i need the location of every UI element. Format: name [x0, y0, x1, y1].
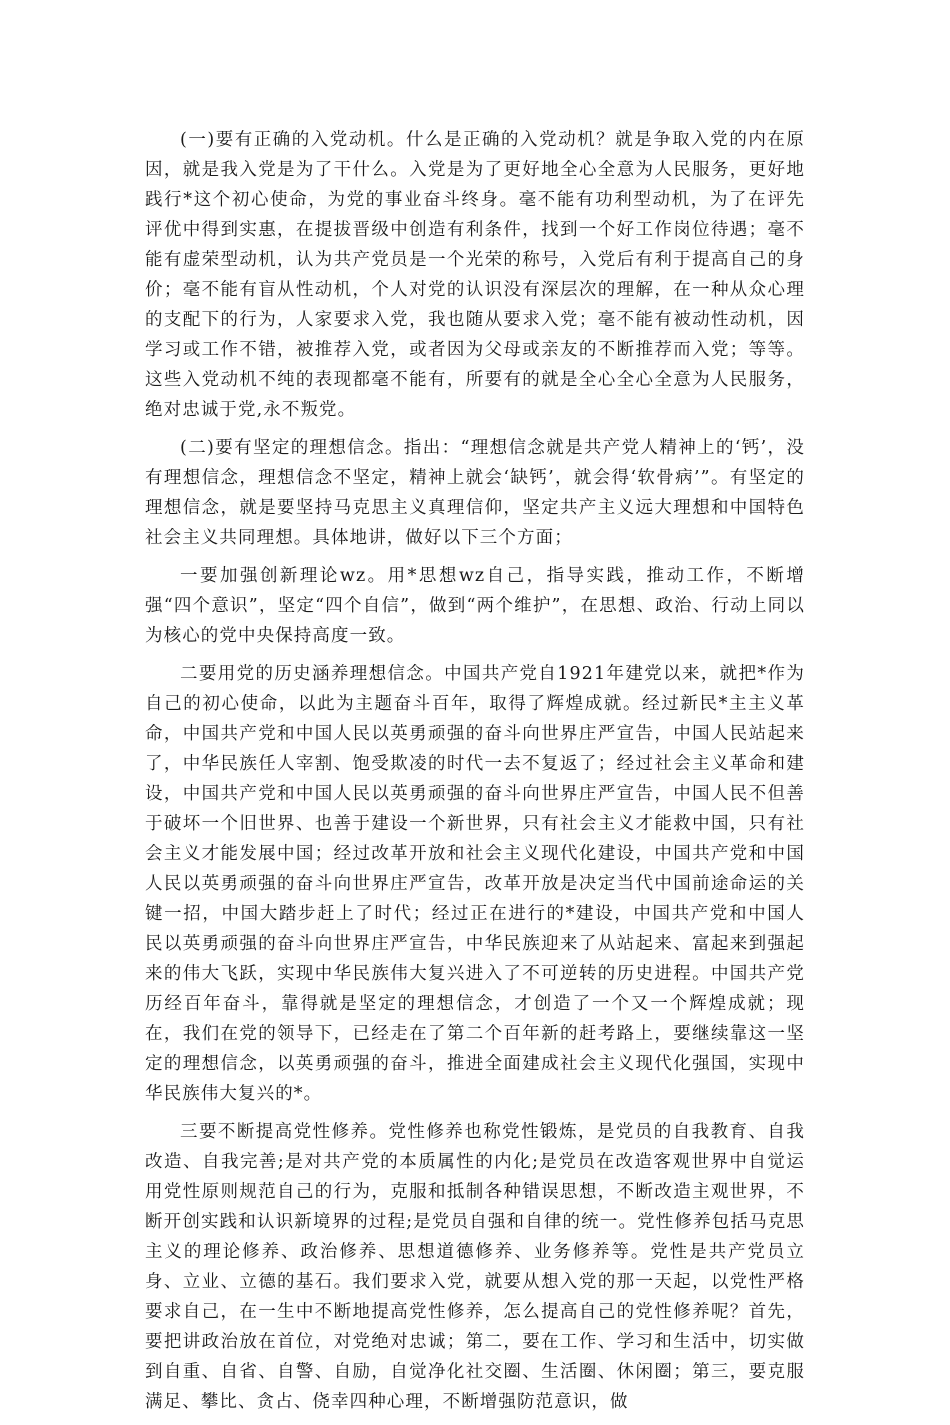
- paragraph-cultivation: 三要不断提高党性修养。党性修养也称党性锻炼，是党员的自我教育、自我改造、自我完善;是对共产党的本质属性的内化;是党员在改造客观世界中自觉运用党性原则规范自己的行为，克服和抵制各种错误思想，不断改造主观世界，不断开创实践和认识新境界的过程;是党员自强和自律的统一。党性修养包括马克思主义的理论修养、政治修养、思想道德修养、业务修养等。党性是共产党员立身、立业、立德的基石。我们要求入党，就要从想入党的那一天起，以党性严格要求自己，在一生中不断地提高党性修养，怎么提高自己的党性修养呢？首先，要把讲政治放在首位，对党绝对忠诚；第二，要在工作、学习和生活中，切实做到自重、自省、自警、自励，自觉净化社交圈、生活圈、休闲圈；第三，要克服满足、攀比、贪占、侥幸四种心理，不断增强防范意识，做: [145, 1122, 805, 1412]
- paragraph-ideals: (二)要有坚定的理想信念。指出：“理想信念就是共产党人精神上的‘钙’，没有理想信念，理想信念不坚定，精神上就会‘缺钙’，就会得‘软骨病’”。有坚定的理想信念，就是要坚持马克思主义真理信仰，坚定共产主义远大理想和中国特色社会主义共同理想。具体地讲，做好以下三个方面；: [145, 438, 805, 548]
- paragraph-history: 二要用党的历史涵养理想信念。中国共产党自1921年建党以来，就把*作为自己的初心使命，以此为主题奋斗百年，取得了辉煌成就。经过新民*主主义革命，中国共产党和中国人民以英勇顽强的奋斗向世界庄严宣告，中国人民站起来了，中华民族任人宰割、饱受欺凌的时代一去不复返了；经过社会主义革命和建设，中国共产党和中国人民以英勇顽强的奋斗向世界庄严宣告，中国人民不但善于破坏一个旧世界、也善于建设一个新世界，只有社会主义才能救中国，只有社会主义才能发展中国；经过改革开放和社会主义现代化建设，中国共产党和中国人民以英勇顽强的奋斗向世界庄严宣告，改革开放是决定当代中国前途命运的关键一招，中国大踏步赶上了时代；经过正在进行的*建设，中国共产党和中国人民以英勇顽强的奋斗向世界庄严宣告，中华民族迎来了从站起来、富起来到强起来的伟大飞跃，实现中华民族伟大复兴进入了不可逆转的历史进程。中国共产党历经百年奋斗，靠得就是坚定的理想信念，才创造了一个又一个辉煌成就；现在，我们在党的领导下，已经走在了第二个百年新的赶考路上，要继续靠这一坚定的理想信念，以英勇顽强的奋斗，推进全面建成社会主义现代化强国，实现中华民族伟大复兴的*。: [145, 664, 805, 1104]
- document-body: [145, 125, 805, 1425]
- paragraph-motivation: (一)要有正确的入党动机。什么是正确的入党动机？就是争取入党的内在原因，就是我入党是为了干什么。入党是为了更好地全心全意为人民服务，更好地践行*这个初心使命，为党的事业奋斗终身。毫不能有功利型动机，为了在评先评优中得到实惠，在提拔晋级中创造有利条件，找到一个好工作岗位待遇；毫不能有虚荣型动机，认为共产党员是一个光荣的称号，入党后有利于提高自己的身价；毫不能有盲从性动机，个人对党的认识没有深层次的理解，在一种从众心理的支配下的行为，人家要求入党，我也随从要求入党；毫不能有被动性动机，因学习或工作不错，被推荐入党，或者因为父母或亲友的不断推荐而入党；等等。这些入党动机不纯的表现都毫不能有，所要有的就是全心全心全意为人民服务，绝对忠诚于党,永不叛党。: [145, 130, 805, 420]
- paragraph-theory: 一要加强创新理论wz。用*思想wz自己，指导实践，推动工作，不断增强“四个意识”，坚定“四个自信”，做到“两个维护”，在思想、政治、行动上同以为核心的党中央保持高度一致。: [145, 566, 805, 646]
